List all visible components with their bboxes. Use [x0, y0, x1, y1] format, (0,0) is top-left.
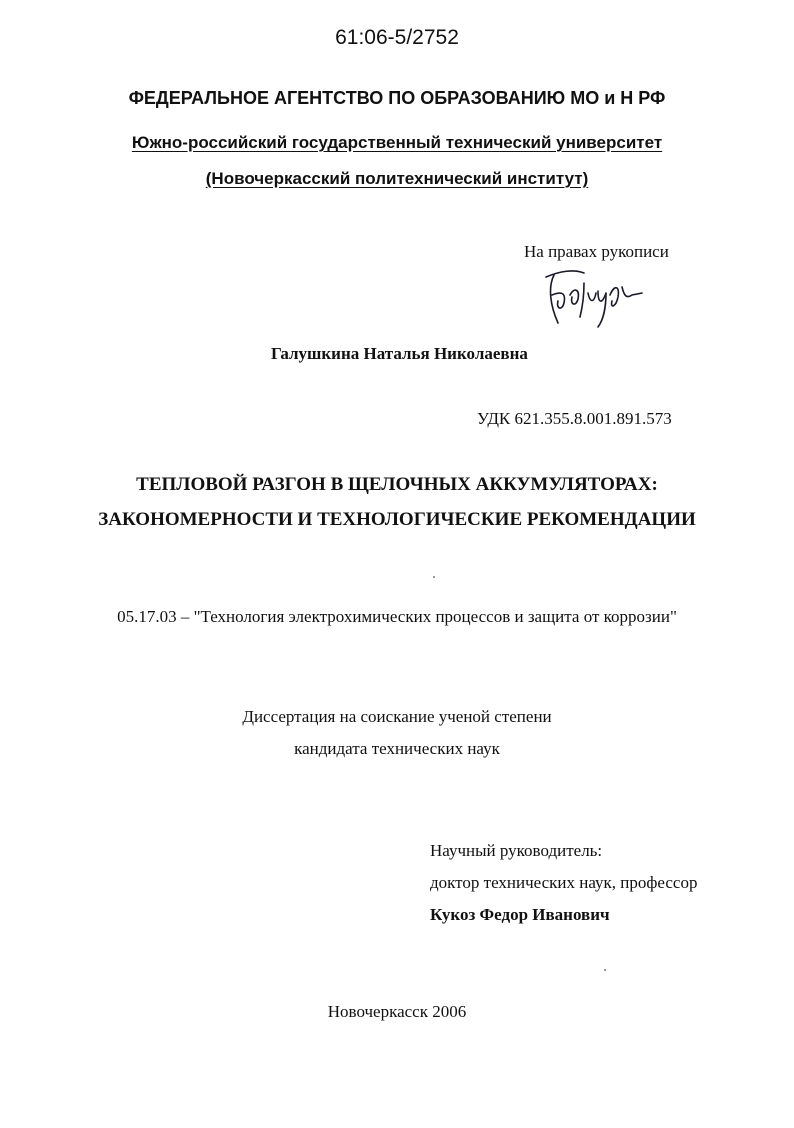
supervisor-name: Кукоз Федор Иванович	[430, 905, 610, 924]
udc-code: УДК 621.355.8.001.891.573	[477, 409, 672, 428]
manuscript-rights-label: На правах рукописи	[524, 242, 669, 261]
institute-name: (Новочеркасский политехнический институт)	[205, 169, 589, 188]
dissertation-line2: кандидата технических наук	[294, 739, 500, 758]
university-name: Южно-российский государственный технический университет	[131, 133, 663, 152]
supervisor-degree: доктор технических наук, профессор	[430, 873, 698, 892]
handwritten-signature	[540, 265, 650, 333]
agency-heading: ФЕДЕРАЛЬНОЕ АГЕНТСТВО ПО ОБРАЗОВАНИЮ МО и Н РФ	[128, 88, 666, 108]
city-year: Новочеркасск 2006	[327, 1002, 467, 1021]
thesis-title-line2: ЗАКОНОМЕРНОСТИ И ТЕХНОЛОГИЧЕСКИЕ РЕКОМЕНДАЦИИ	[98, 509, 696, 530]
scan-speck	[433, 576, 435, 578]
supervisor-label: Научный руководитель:	[430, 841, 603, 860]
dissertation-line1: Диссертация на соискание ученой степени	[242, 707, 552, 726]
registry-number: 61:06-5/2752	[335, 26, 459, 49]
specialty-code: 05.17.03 – "Технология электрохимических процессов и защита от коррозии"	[117, 607, 677, 626]
author-name: Галушкина Наталья Николаевна	[271, 344, 528, 363]
thesis-title-line1: ТЕПЛОВОЙ РАЗГОН В ЩЕЛОЧНЫХ АККУМУЛЯТОРАХ:	[136, 474, 658, 495]
scan-speck	[604, 969, 606, 971]
